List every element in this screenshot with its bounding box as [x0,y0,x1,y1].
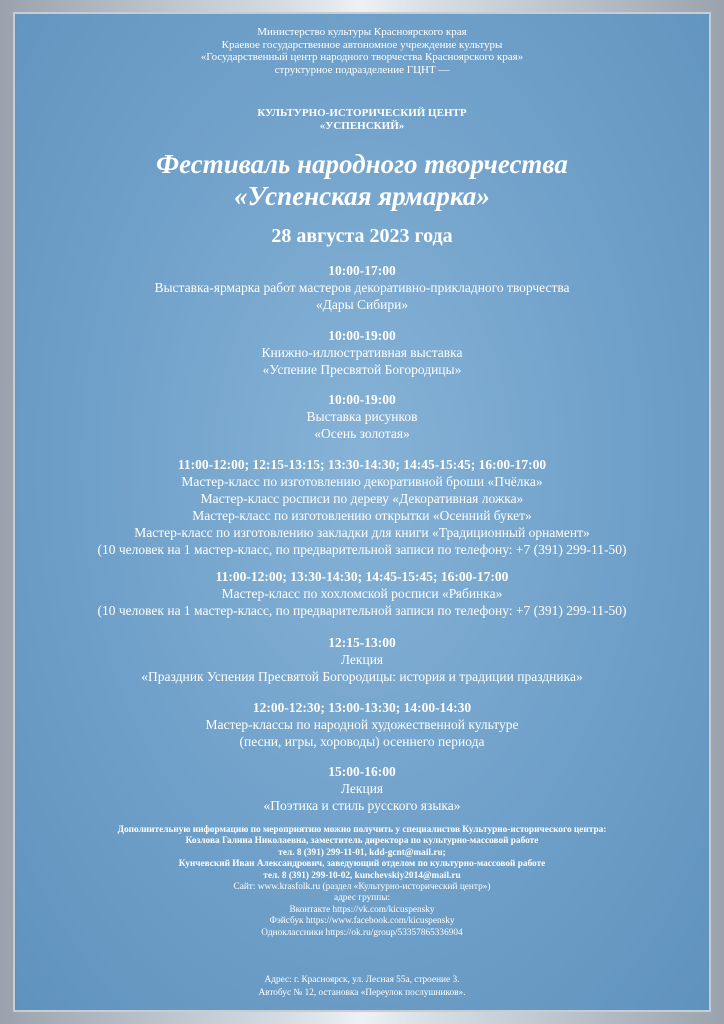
ok-link[interactable]: Одноклассники https://ok.ru/group/53357865336904 [261,927,463,938]
organization-header [13,26,711,77]
website-link[interactable]: Сайт: www.krasfolk.ru (раздел «Культурно-исторический центр») [233,882,491,893]
event-line: «Праздник Успения Пресвятой Богородицы: история и традиции праздника» [141,669,583,684]
event-time: 11:00-12:00; 12:15-13:15; 13:30-14:30; 14:45-15:45; 16:00-17:00 [177,457,547,472]
center-name [13,107,711,132]
event-line: Мастер-классы по народной художественной культуре [205,717,519,732]
event-line: (10 человек на 1 мастер-класс, по предварительной записи по телефону: +7 (391) 299-11-50) [97,542,627,557]
event-time: 15:00-16:00 [328,764,396,779]
event-line: Лекция [340,652,384,667]
event-line: «Успение Пресвятой Богородицы» [262,362,462,377]
event-block [13,456,711,558]
event-block [13,262,711,313]
event-time: 10:00-19:00 [328,392,396,407]
event-time: 12:15-13:00 [328,635,396,650]
event-block [13,568,711,619]
event-line: Лекция [340,781,384,796]
event-line: Мастер-класс росписи по дереву «Декоративная ложка» [200,491,524,506]
event-line: «Дары Сибири» [315,297,409,312]
org-line: структурное подразделение ГЦНТ — [274,64,450,77]
event-block [13,327,711,378]
event-line: (10 человек на 1 мастер-класс, по предварительной записи по телефону: +7 (391) 299-11-50) [97,603,627,618]
event-line: Мастер-класс по изготовлению декоративной броши «Пчёлка» [181,474,543,489]
address-line: Адрес: г. Красноярск, ул. Лесная 55а, строение 3. [264,975,460,985]
event-line: Выставка рисунков [306,409,418,424]
event-line: Выставка-ярмарка работ мастеров декоративно-прикладного творчества [154,280,570,295]
event-line: «Поэтика и стиль русского языка» [263,798,461,813]
contact-person: Козлова Галина Николаевна, заместитель директора по культурно-массовой работе [185,836,539,847]
event-line: Книжно-иллюстративная выставка [261,345,463,360]
contact-details: тел. 8 (391) 299-10-02, kunchevskiy2014@mail.ru [263,870,461,881]
event-line: (песни, игры, хороводы) осеннего периода [239,734,485,749]
vk-link[interactable]: Вконтакте https://vk.com/kicuspensky [289,904,435,915]
festival-date: 28 августа 2023 года [271,225,453,247]
org-line: Министерство культуры Красноярского края [257,26,467,38]
event-line: Мастер-класс по хохломской росписи «Рябинка» [221,586,503,601]
facebook-link[interactable]: Фэйсбук https://www.facebook.com/kicuspensky [269,916,455,927]
event-block [13,699,711,750]
transport-line: Автобус № 12, остановка «Переулок послушников». [258,987,466,998]
event-block [13,634,711,685]
event-line: Мастер-класс по изготовлению закладки для книги «Традиционный орнамент» [134,525,590,540]
contacts-section [13,825,711,939]
contact-details: тел. 8 (391) 299-11-01, kdd-gcnt@mail.ru; [278,847,446,858]
org-line: «Государственный центр народного творчества Красноярского края» [200,51,524,64]
contact-person: Кунчевский Иван Александрович, заведующий отделом по культурно-массовой работе [178,859,546,870]
event-time: 10:00-19:00 [328,328,396,343]
poster [13,12,711,1012]
event-block [13,763,711,814]
title-line-1: Фестиваль народного творчества [156,149,568,179]
festival-title [13,148,711,212]
event-time: 11:00-12:00; 13:30-14:30; 14:45-15:45; 16:00-17:00 [215,569,509,584]
title-line-2: «Успенская ярмарка» [234,181,490,211]
groups-label: адрес группы: [333,893,391,904]
event-line: «Осень золотая» [314,426,410,441]
center-line: КУЛЬТУРНО-ИСТОРИЧЕСКИЙ ЦЕНТР [257,107,467,119]
contacts-intro: Дополнительную информацию по мероприятию можно получить у специалистов Культурно-исторического центра: [117,825,607,835]
event-block [13,391,711,442]
center-line: «УСПЕНСКИЙ» [319,119,405,132]
org-line: Краевое государственное автономное учреждение культуры [221,38,503,51]
event-time: 10:00-17:00 [328,263,396,278]
event-line: Мастер-класс по изготовлению открытки «Осенний букет» [192,508,532,523]
address-section [13,974,711,999]
event-time: 12:00-12:30; 13:00-13:30; 14:00-14:30 [252,700,472,715]
